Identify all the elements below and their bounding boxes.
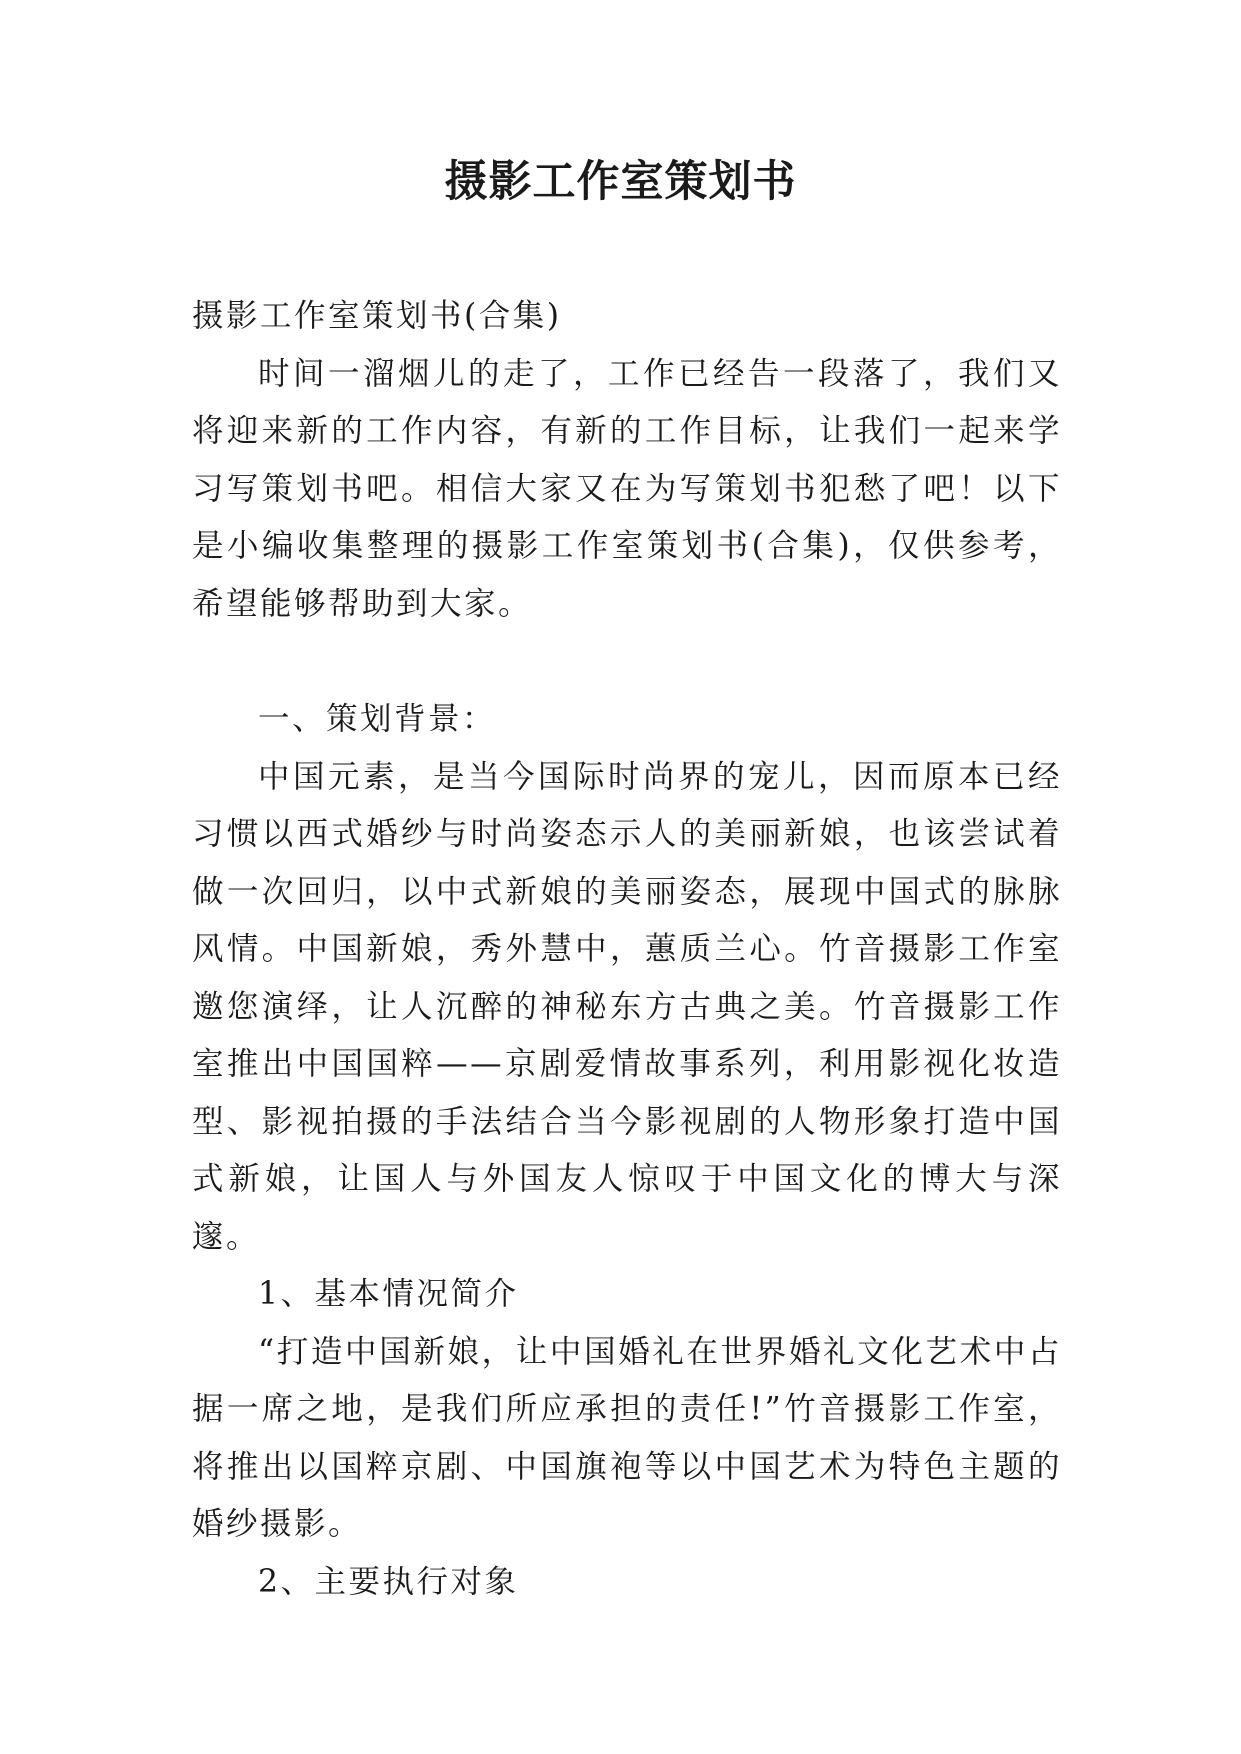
- section-heading-target: 2、主要执行对象: [258, 1563, 519, 1600]
- paragraph-spacer: [192, 633, 1062, 691]
- document-title: 摄影工作室策划书: [444, 157, 797, 207]
- intro-paragraph: 时间一溜烟儿的走了，工作已经告一段落了，我们又将迎来新的工作内容，有新的工作目标，让我们一起来学习写策划书吧。相信大家又在为写策划书犯愁了吧！以下是小编收集整理的摄影工作室策划书(合集)，仅供参考，希望能够帮助到大家。: [192, 355, 1062, 622]
- document-body: [192, 288, 1062, 1611]
- section-heading-overview: 1、基本情况简介: [258, 1276, 519, 1312]
- section-heading-background: 一、策划背景：: [258, 701, 497, 737]
- background-paragraph: 中国元素，是当今国际时尚界的宠儿，因而原本已经习惯以西式婚纱与时尚姿态示人的美丽新娘，也该尝试着做一次回归，以中式新娘的美丽姿态，展现中国式的脉脉风情。中国新娘，秀外慧中，蕙质兰心。竹音摄影工作室邀您演绎，让人沉醉的神秘东方古典之美。竹音摄影工作室推出中国国粹——京剧爱情故事系列，利用影视化妆造型、影视拍摄的手法结合当今影视剧的人物形象打造中国式新娘，让国人与外国友人惊叹于中国文化的博大与深邃。: [192, 758, 1062, 1255]
- document-subtitle: 摄影工作室策划书(合集): [192, 298, 562, 334]
- overview-paragraph: “打造中国新娘，让中国婚礼在世界婚礼文化艺术中占据一席之地，是我们所应承担的责任!”竹音摄影工作室，将推出以国粹京剧、中国旗袍等以中国艺术为特色主题的婚纱摄影。: [192, 1333, 1062, 1542]
